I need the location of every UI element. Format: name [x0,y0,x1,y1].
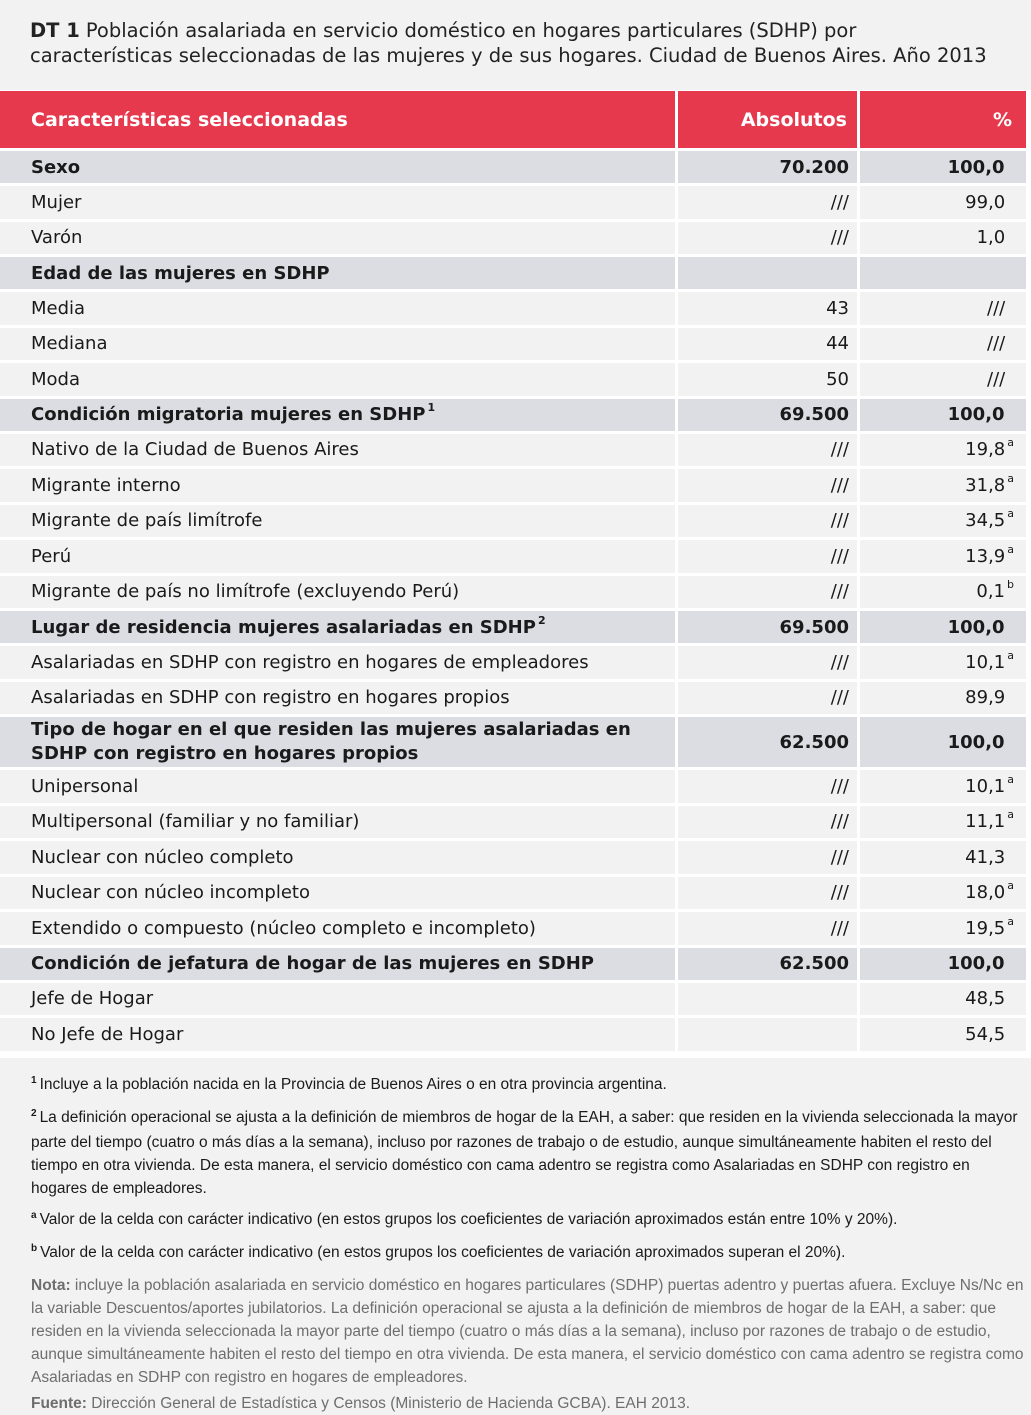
percent-value: 19,5 [965,917,1006,939]
row-label-text: Nativo de la Ciudad de Buenos Aires [31,439,359,461]
row-absolutos [678,186,857,219]
percent-value: 100,0 [947,616,1005,638]
row-label-text: Condición migratoria mujeres en SDHP [31,404,426,425]
row-absolutos [678,469,857,502]
row-absolutos [678,912,857,945]
row-absolutos [678,540,857,573]
row-label-text: Perú [31,545,72,567]
percent-value: 10,1 [965,775,1006,797]
table-row [0,186,1031,219]
footnote-b-text: Valor de la celda con carácter indicativo (en estos grupos los coeficientes de variación aproximados superan el 20%). [40,1244,846,1261]
percent-value: 10,1 [965,651,1006,673]
value-footnote-mark: a [1007,772,1014,786]
row-label-text: Mujer [31,191,82,213]
section-row [0,611,1031,643]
row-absolutos [678,770,857,803]
absolutos-value: /// [830,510,849,532]
value-footnote-mark: a [1007,879,1014,893]
row-label [0,717,675,767]
row-absolutos [678,877,857,910]
footnote-b-mark: b [31,1243,38,1254]
table-row [0,576,1031,609]
row-label [0,646,675,679]
row-absolutos [678,505,857,538]
note [31,1274,1025,1389]
table-row [0,292,1031,325]
row-percent [860,434,1026,467]
footnote-1-mark: 1 [31,1075,37,1086]
table-title [0,0,1031,90]
row-label [0,806,675,839]
absolutos-value: 62.500 [779,953,849,974]
row-absolutos [678,682,857,715]
row-percent [860,363,1026,396]
row-label-text: Tipo de hogar en el que residen las mujeres asalariadas en SDHP con registro en hogares propios [31,719,631,764]
table-row [0,505,1031,538]
absolutos-value: /// [830,439,849,461]
source-text: Dirección General de Estadística y Censos (Ministerio de Hacienda GCBA). EAH 2013. [91,1395,691,1412]
row-label [0,576,675,609]
row-percent [860,328,1026,361]
absolutos-value: /// [830,191,849,213]
row-percent [860,912,1026,945]
row-label-text: No Jefe de Hogar [31,1023,184,1045]
table-row [0,841,1031,874]
row-label-text: Jefe de Hogar [31,988,154,1010]
percent-value: /// [987,333,1006,355]
absolutos-value: /// [830,651,849,673]
value-footnote-mark: a [1007,914,1014,928]
row-percent [860,292,1026,325]
row-label-text: Lugar de residencia mujeres asalariadas en SDHP [31,616,536,638]
row-label [0,328,675,361]
row-absolutos [678,611,857,643]
section-row [0,151,1031,183]
row-label [0,186,675,219]
absolutos-value: /// [830,917,849,939]
footnote-1-text: Incluye a la población nacida en la Provincia de Buenos Aires o en otra provincia argentina. [39,1076,667,1093]
absolutos-value: 44 [826,333,849,355]
footnotes [0,1058,1031,1415]
row-percent [860,469,1026,502]
row-label [0,505,675,538]
row-percent [860,682,1026,715]
row-label-text: Condición de jefatura de hogar de las mujeres en SDHP [31,953,594,974]
table-body [0,151,1031,1051]
source [31,1392,1025,1415]
row-label [0,611,675,643]
row-label-text: Varón [31,227,83,249]
row-label-text: Migrante de país limítrofe [31,510,263,532]
row-absolutos [678,399,857,431]
row-label-text: Extendido o compuesto (núcleo completo e incompleto) [31,917,536,939]
row-label [0,363,675,396]
value-footnote-mark: a [1007,471,1014,485]
row-label-text: Asalariadas en SDHP con registro en hogares propios [31,687,510,709]
row-absolutos [678,328,857,361]
percent-value: 18,0 [965,882,1006,904]
value-footnote-mark: a [1007,542,1014,556]
percent-value: 54,5 [965,1023,1006,1045]
percent-value: 100,0 [947,404,1005,425]
row-label-text: Multipersonal (familiar y no familiar) [31,811,360,833]
section-row [0,257,1031,289]
row-label [0,434,675,467]
row-percent [860,841,1026,874]
absolutos-value: /// [830,687,849,709]
row-percent [860,151,1026,183]
table-row [0,222,1031,255]
footnote-2-text: La definición operacional se ajusta a la definición de miembros de hogar de la EAH, a saber: que residen en la vivienda seleccionada la mayor parte del tiempo (cuatro o más días a la semana), incluso por razones de trabajo o de estudio, aunque simultáneamente habiten el resto del tiempo en otra vivienda. De esta manera, el servicio doméstico con cama adentro se registra como Asalariadas en SDHP con registro en hogares de empleadores. [31,1109,1018,1197]
table-row [0,328,1031,361]
row-label-text: Migrante interno [31,474,181,496]
row-label [0,540,675,573]
value-footnote-mark: a [1007,648,1014,662]
table-row [0,877,1031,910]
percent-value: /// [987,368,1006,390]
row-label-text: Sexo [31,156,81,178]
percent-value: 100,0 [947,953,1005,974]
row-absolutos [678,841,857,874]
row-absolutos [678,1018,857,1051]
footnote-2 [31,1106,1025,1200]
section-row [0,717,1031,767]
table-row [0,363,1031,396]
absolutos-value: 50 [826,368,849,390]
absolutos-value: 69.500 [779,616,849,638]
row-percent [860,399,1026,431]
row-label-text: Migrante de país no limítrofe (excluyendo Perú) [31,581,460,603]
row-label-text: Moda [31,368,80,390]
label-footnote-mark: 1 [427,401,436,414]
percent-value: 48,5 [965,988,1006,1010]
row-percent [860,186,1026,219]
row-label [0,841,675,874]
footnote-1 [31,1073,1025,1098]
absolutos-value: /// [830,882,849,904]
row-absolutos [678,363,857,396]
row-label [0,682,675,715]
row-absolutos [678,292,857,325]
row-label-text: Asalariadas en SDHP con registro en hogares de empleadores [31,651,589,673]
table-row [0,983,1031,1016]
row-percent [860,540,1026,573]
row-label [0,912,675,945]
absolutos-value: /// [830,581,849,603]
row-label [0,948,675,980]
percent-value: 11,1 [965,811,1006,833]
footnote-2-mark: 2 [31,1108,37,1119]
section-row [0,948,1031,980]
row-percent [860,948,1026,980]
absolutos-value: /// [830,545,849,567]
absolutos-value: /// [830,775,849,797]
row-percent [860,1018,1026,1051]
row-label [0,877,675,910]
row-percent [860,611,1026,643]
source-label: Fuente: [31,1395,87,1412]
row-percent [860,983,1026,1016]
row-absolutos [678,434,857,467]
table-row [0,1018,1031,1051]
row-label [0,151,675,183]
label-footnote-mark: 2 [537,613,546,627]
footnote-a-text: Valor de la celda con carácter indicativo (en estos grupos los coeficientes de variación aproximados están entre 10% y 20%). [39,1211,898,1228]
row-percent [860,222,1026,255]
note-text: incluye la población asalariada en servicio doméstico en hogares particulares (SDHP) puertas adentro y puertas afuera. Excluye Ns/Nc en la variable Descuentos/aportes jubilatorios. La definición operacional se ajusta a la definición de miembros de hogar de la EAH, a saber: que residen en la vivienda seleccionada la mayor parte del tiempo (cuatro o más días a la semana), incluso por razones de trabajo o de estudio, aunque simultáneamente habiten el resto del tiempo en otra vivienda. De esta manera, el servicio doméstico con cama adentro se registra como Asalariadas en SDHP con registro en hogares de empleadores. [31,1277,1024,1386]
percent-value: 13,9 [965,545,1006,567]
footnote-b [31,1241,1025,1266]
row-label [0,257,675,289]
row-absolutos [678,646,857,679]
row-label [0,222,675,255]
value-footnote-mark: b [1007,578,1014,592]
percent-value: 41,3 [965,846,1006,868]
row-label-text: Unipersonal [31,775,139,797]
percent-value: 31,8 [965,474,1006,496]
row-label [0,399,675,431]
row-absolutos [678,717,857,767]
absolutos-value: /// [830,474,849,496]
row-percent [860,877,1026,910]
row-absolutos [678,806,857,839]
value-footnote-mark: a [1007,436,1014,450]
table-code: DT 1 [30,19,80,42]
absolutos-value: 62.500 [779,731,849,753]
row-label-text: Nuclear con núcleo completo [31,846,294,868]
absolutos-value: /// [830,227,849,249]
percent-value: 100,0 [947,731,1005,753]
table-row [0,434,1031,467]
percent-value: 1,0 [976,227,1006,249]
row-percent [860,717,1026,767]
row-label [0,292,675,325]
row-label [0,1018,675,1051]
footnote-a [31,1208,1025,1233]
row-label-text: Media [31,297,86,319]
percent-value: 0,1 [976,581,1006,603]
table-row [0,770,1031,803]
row-absolutos [678,222,857,255]
row-absolutos [678,983,857,1016]
percent-value: 19,8 [965,439,1006,461]
row-label [0,469,675,502]
note-label: Nota: [31,1277,71,1294]
footnote-a-mark: a [31,1210,37,1221]
row-label [0,770,675,803]
percent-value: 89,9 [965,687,1006,709]
header-absolutos: Absolutos [678,91,857,148]
row-percent [860,257,1026,289]
absolutos-value: 69.500 [779,404,849,425]
row-label [0,983,675,1016]
table-row [0,806,1031,839]
absolutos-value: 43 [826,297,849,319]
row-percent [860,770,1026,803]
row-percent [860,576,1026,609]
absolutos-value: /// [830,811,849,833]
row-absolutos [678,257,857,289]
row-label-text: Mediana [31,333,108,355]
data-table [0,90,1031,1054]
header-characteristics: Características seleccionadas [0,91,675,148]
row-percent [860,806,1026,839]
table-title-text: Población asalariada en servicio doméstico en hogares particulares (SDHP) por características seleccionadas de las mujeres y de sus hogares. Ciudad de Buenos Aires. Año 2013 [30,19,987,67]
table-row [0,540,1031,573]
row-absolutos [678,948,857,980]
absolutos-value: 70.200 [779,156,849,178]
percent-value: 100,0 [947,156,1005,178]
value-footnote-mark: a [1007,808,1014,822]
table-row [0,682,1031,715]
table-row [0,469,1031,502]
table-row [0,646,1031,679]
table-row [0,912,1031,945]
row-absolutos [678,151,857,183]
row-label-text: Edad de las mujeres en SDHP [31,262,330,284]
percent-value: 34,5 [965,510,1006,532]
header-percent: % [860,91,1026,148]
absolutos-value: /// [830,846,849,868]
section-row [0,399,1031,431]
percent-value: /// [987,297,1006,319]
row-percent [860,646,1026,679]
row-absolutos [678,576,857,609]
row-label-text: Nuclear con núcleo incompleto [31,882,310,904]
table-header [0,91,1031,148]
percent-value: 99,0 [965,191,1006,213]
value-footnote-mark: a [1007,507,1014,521]
row-percent [860,505,1026,538]
